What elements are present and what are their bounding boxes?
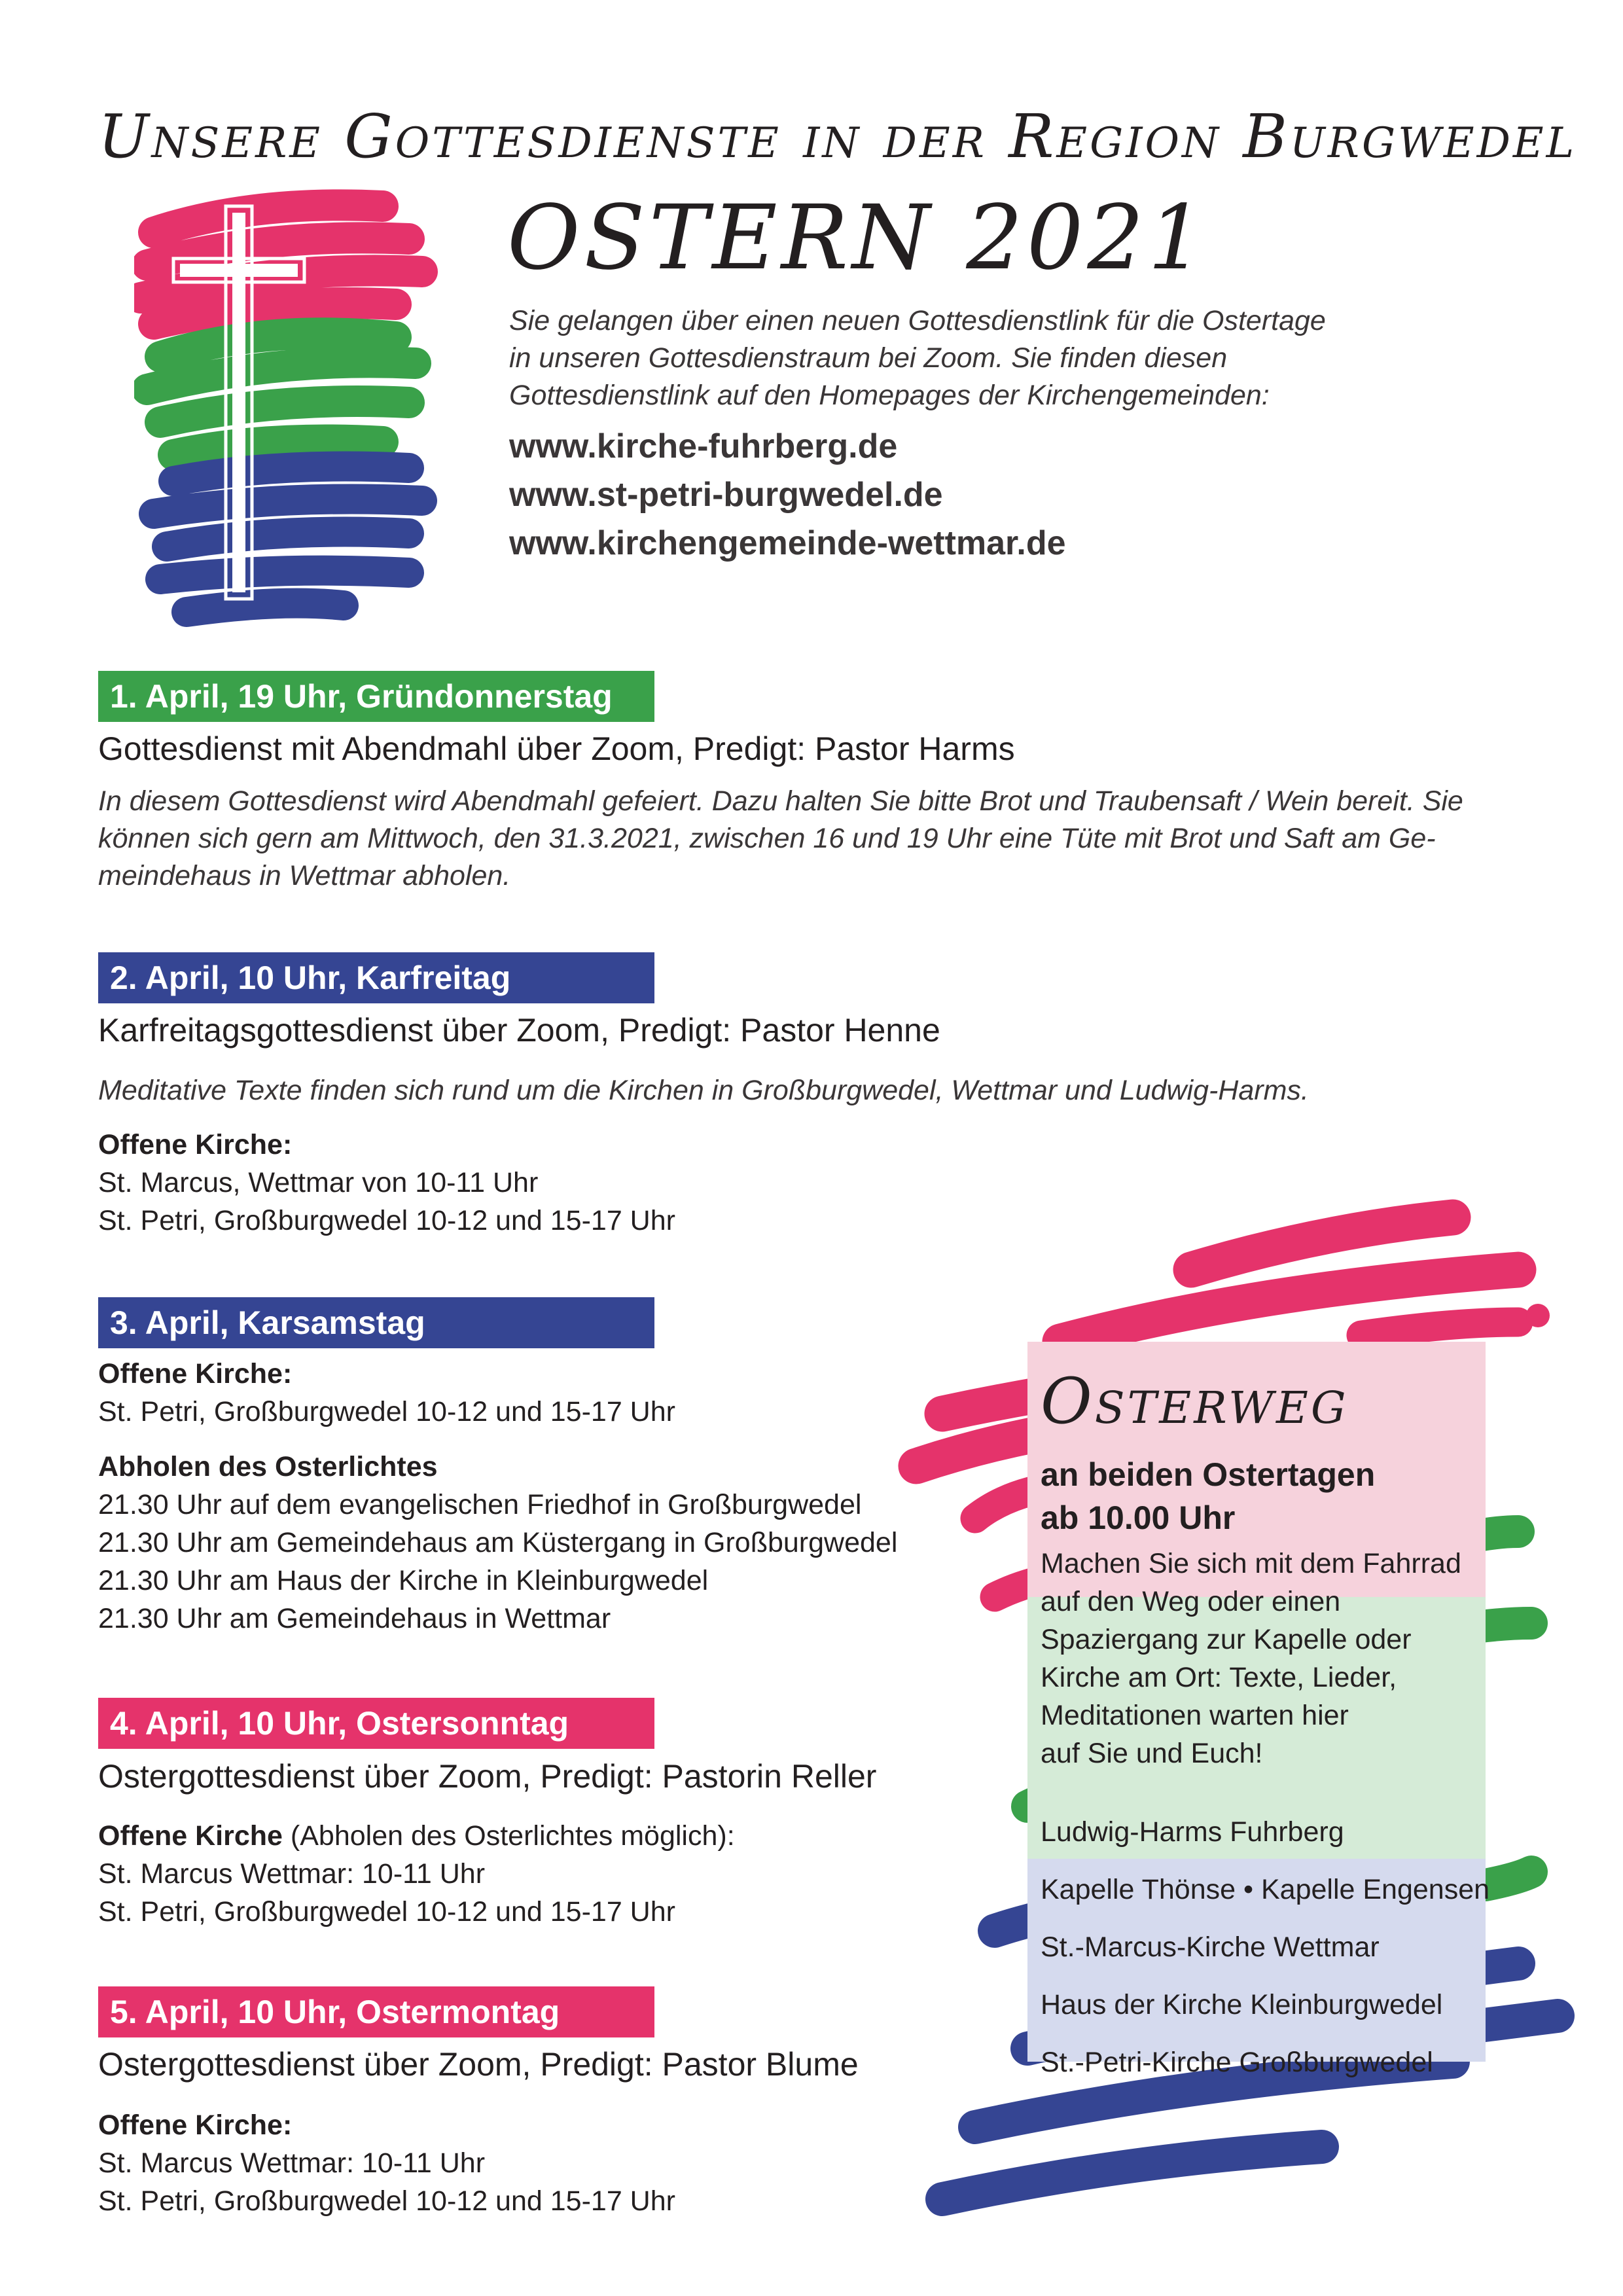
day-5-open-church: Offene Kirche: St. Marcus Wettmar: 10-11 Uhr St. Petri, Großburgwedel 10-12 und 15-17 Uhr [98, 2109, 675, 2217]
day-2-note: Meditative Texte finden sich rund um die Kirchen in Großburgwedel, Wettmar und Ludwig-Harms. [98, 1075, 1309, 1106]
day-4-heading: 4. April, 10 Uhr, Ostersonntag [98, 1698, 654, 1749]
day-2-open-church: Offene Kirche: St. Marcus, Wettmar von 10-11 Uhr St. Petri, Großburgwedel 10-12 und 15-17 Uhr [98, 1129, 675, 1236]
day-4-service: Ostergottesdienst über Zoom, Predigt: Pastorin Reller [98, 1758, 877, 1795]
link-wettmar[interactable]: www.kirchengemeinde-wettmar.de [509, 524, 1066, 562]
homepage-links [509, 422, 1066, 567]
day-1-note: In diesem Gottesdienst wird Abendmahl gefeiert. Dazu halten Sie bitte Brot und Traubensaft / Wein bereit. Sie können sich gern am Mittwoch, den 31.3.2021, zwischen 16 und 19 Uhr eine Tüte mit Brot und Saft am Ge- meindehaus in Wettmar abholen. [98, 785, 1463, 891]
day-2-service: Karfreitagsgottesdienst über Zoom, Predigt: Pastor Henne [98, 1012, 940, 1049]
day-3-heading: 3. April, Karsamstag [98, 1297, 654, 1348]
easter-heading: OSTERN 2021 [507, 187, 1209, 290]
day-1-heading: 1. April, 19 Uhr, Gründonnerstag [98, 671, 654, 722]
osterweg-location: St.-Marcus-Kirche Wettmar [1041, 1931, 1380, 1963]
link-st-petri[interactable]: www.st-petri-burgwedel.de [509, 476, 943, 514]
osterweg-description: Machen Sie sich mit dem Fahrrad auf den Weg oder einen Spaziergang zur Kapelle oder Kirche am Ort: Texte, Lieder, Meditationen warten hier auf Sie und Euch! [1041, 1548, 1461, 1769]
page-title: Unsere Gottesdienste in der Region Burgwedel [98, 101, 1577, 171]
osterweg-location: Haus der Kirche Kleinburgwedel [1041, 1989, 1443, 2020]
intro-text: Sie gelangen über einen neuen Gottesdienstlink für die Ostertage in unseren Gottesdienstraum bei Zoom. Sie finden diesen Gottesdienstlink auf den Homepages der Kirchengemeinden: [509, 305, 1326, 411]
osterweg-title: Osterweg [1041, 1365, 1349, 1438]
link-fuhrberg[interactable]: www.kirche-fuhrberg.de [509, 427, 898, 465]
day-1-service: Gottesdienst mit Abendmahl über Zoom, Predigt: Pastor Harms [98, 730, 1015, 767]
day-3-open-church: Offene Kirche: St. Petri, Großburgwedel 10-12 und 15-17 Uhr [98, 1358, 675, 1427]
day-5-heading: 5. April, 10 Uhr, Ostermontag [98, 1986, 654, 2037]
osterweg-date: an beiden Ostertagen ab 10.00 Uhr [1041, 1456, 1376, 1536]
day-5-service: Ostergottesdienst über Zoom, Predigt: Pastor Blume [98, 2046, 859, 2083]
day-4-open-church: Offene Kirche (Abholen des Osterlichtes möglich): St. Marcus Wettmar: 10-11 Uhr St. Petri, Großburgwedel 10-12 und 15-17 Uhr [98, 1820, 735, 1928]
osterweg-location: St.-Petri-Kirche Großburgwedel [1041, 2047, 1433, 2078]
cross-logo [134, 187, 455, 638]
osterweg-location: Ludwig-Harms Fuhrberg [1041, 1816, 1344, 1848]
osterweg-location: Kapelle Thönse • Kapelle Engensen [1041, 1874, 1490, 1905]
day-2-heading: 2. April, 10 Uhr, Karfreitag [98, 952, 654, 1003]
day-3-easter-light: Abholen des Osterlichtes 21.30 Uhr auf dem evangelischen Friedhof in Großburgwedel 21.30 Uhr am Gemeindehaus am Küstergang in Großburgwedel 21.30 Uhr am Haus der Kirche in Kleinburgwedel 21.30 Uhr am Gemeindehaus in Wettmar [98, 1451, 898, 1634]
